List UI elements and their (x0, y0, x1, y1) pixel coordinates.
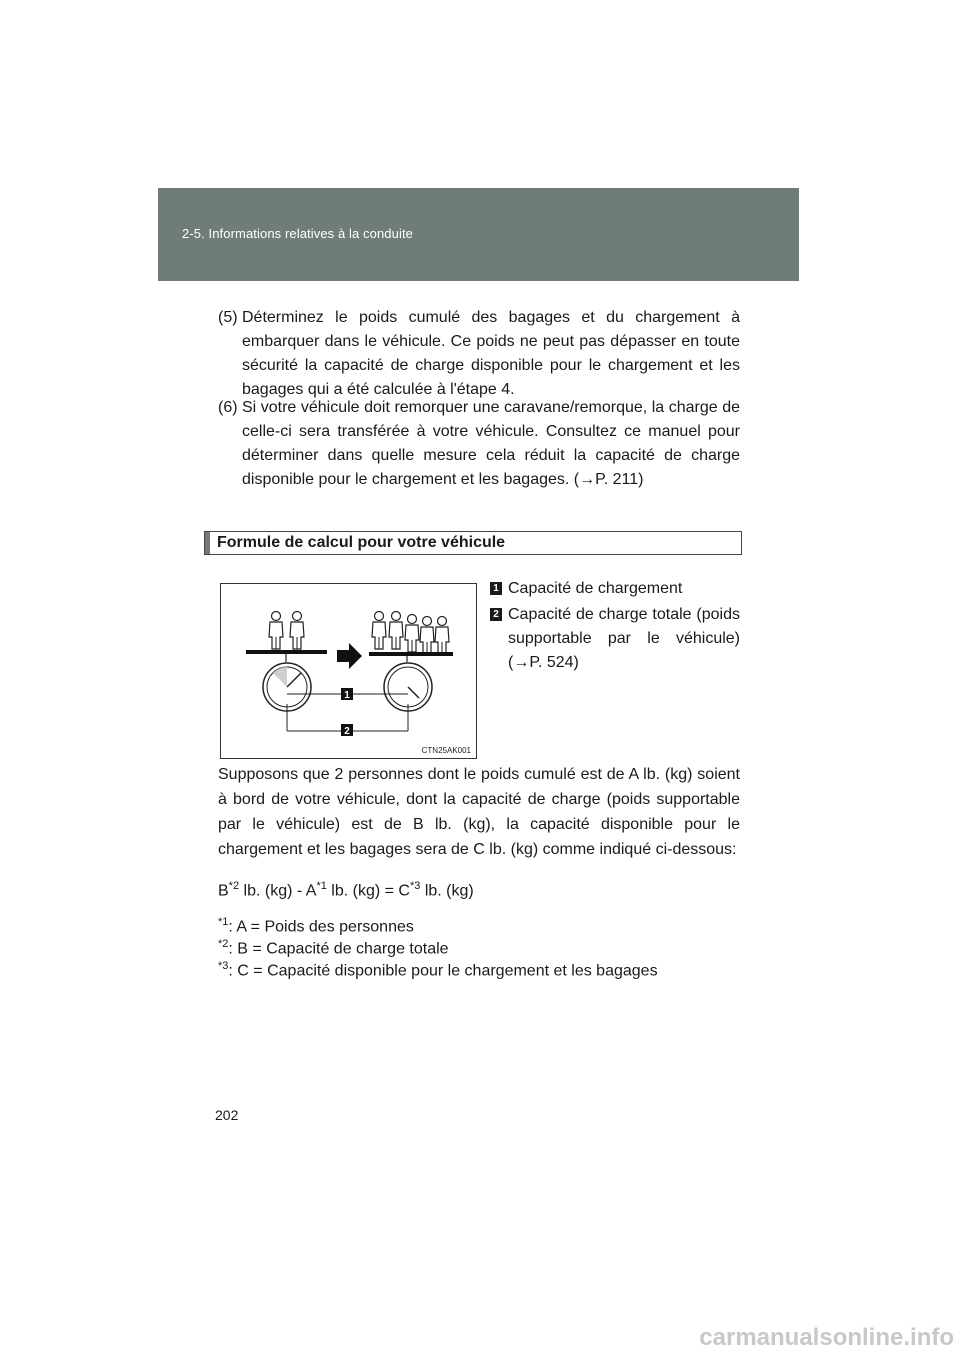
figure-badge-2: 2 (344, 726, 350, 737)
heading-marker (205, 532, 210, 554)
step-number: (5) (218, 309, 238, 326)
callout-badge: 2 (490, 608, 502, 621)
watermark: carmanualsonline.info (699, 1324, 954, 1351)
formula-text: lb. (kg) = C (326, 882, 410, 900)
formula-sup: *2 (228, 880, 240, 892)
section-title: 2-5. Informations relatives à la conduite (182, 226, 413, 241)
step-text: Si votre véhicule doit remorquer une caravane/remorque, la charge de celle-ci sera transférée à votre véhicule. Consultez ce manuel pour déterminer dans quelle mesure cela réduit la capacité de charge disponible pour le chargement et les bagages. (→P. 211) (242, 399, 740, 488)
formula-text: lb. (kg) - A (239, 882, 317, 900)
page-number: 202 (215, 1107, 239, 1123)
footnote-marker: *2 (218, 938, 229, 950)
footnote-marker: *1 (218, 916, 229, 928)
step-text: Déterminez le poids cumulé des bagages et du chargement à embarquer dans le véhicule. Ce poids ne peut pas dépasser en toute sécurité la capacité de charge disponible pour le chargement et les bagages qui a été calculée à l'étape 4. (242, 309, 740, 398)
footnote-marker: *3 (218, 960, 229, 972)
section-header-bar (158, 188, 799, 281)
explanation-paragraph: Supposons que 2 personnes dont le poids cumulé est de A lb. (kg) soient à bord de votre véhicule, dont la capacité de charge (poids supportable par le véhicule) est de B lb. (kg), la capacité disponible pour le chargement et les bagages sera de C lb. (kg) comme indiqué ci-dessous: (218, 766, 740, 858)
step-number: (6) (218, 399, 238, 416)
step-6 (218, 396, 740, 492)
figure-badge-1: 1 (344, 690, 350, 701)
footnote-text: : A = Poids des personnes (228, 918, 414, 936)
step-5 (218, 306, 740, 402)
callout-badge: 1 (490, 582, 502, 595)
arrow-right-icon (337, 643, 362, 669)
formula (218, 880, 474, 900)
formula-sup: *1 (316, 880, 327, 892)
people-right-icon (372, 612, 449, 655)
footnote-text: : C = Capacité disponible pour le chargement et les bagages (228, 962, 658, 980)
section-heading: Formule de calcul pour votre véhicule (217, 534, 506, 551)
footnote-1 (218, 916, 414, 936)
load-diagram (221, 584, 476, 758)
formula-text: lb. (kg) (420, 882, 474, 900)
section-heading-box (204, 531, 742, 555)
people-left-icon (269, 612, 304, 650)
formula-sup: *3 (409, 880, 421, 892)
footnote-text: : B = Capacité de charge totale (228, 940, 449, 958)
footnote-2 (218, 938, 449, 958)
callout-1 (490, 577, 740, 601)
callout-text: Capacité de chargement (508, 580, 683, 597)
formula-b: B (218, 882, 229, 900)
callout-2 (490, 603, 740, 675)
callout-text: Capacité de charge totale (poids supportable par le véhicule) (→P. 524) (508, 606, 740, 671)
footnote-3 (218, 960, 658, 980)
figure-code: CTN25AK001 (421, 746, 471, 755)
load-capacity-figure (220, 583, 477, 759)
